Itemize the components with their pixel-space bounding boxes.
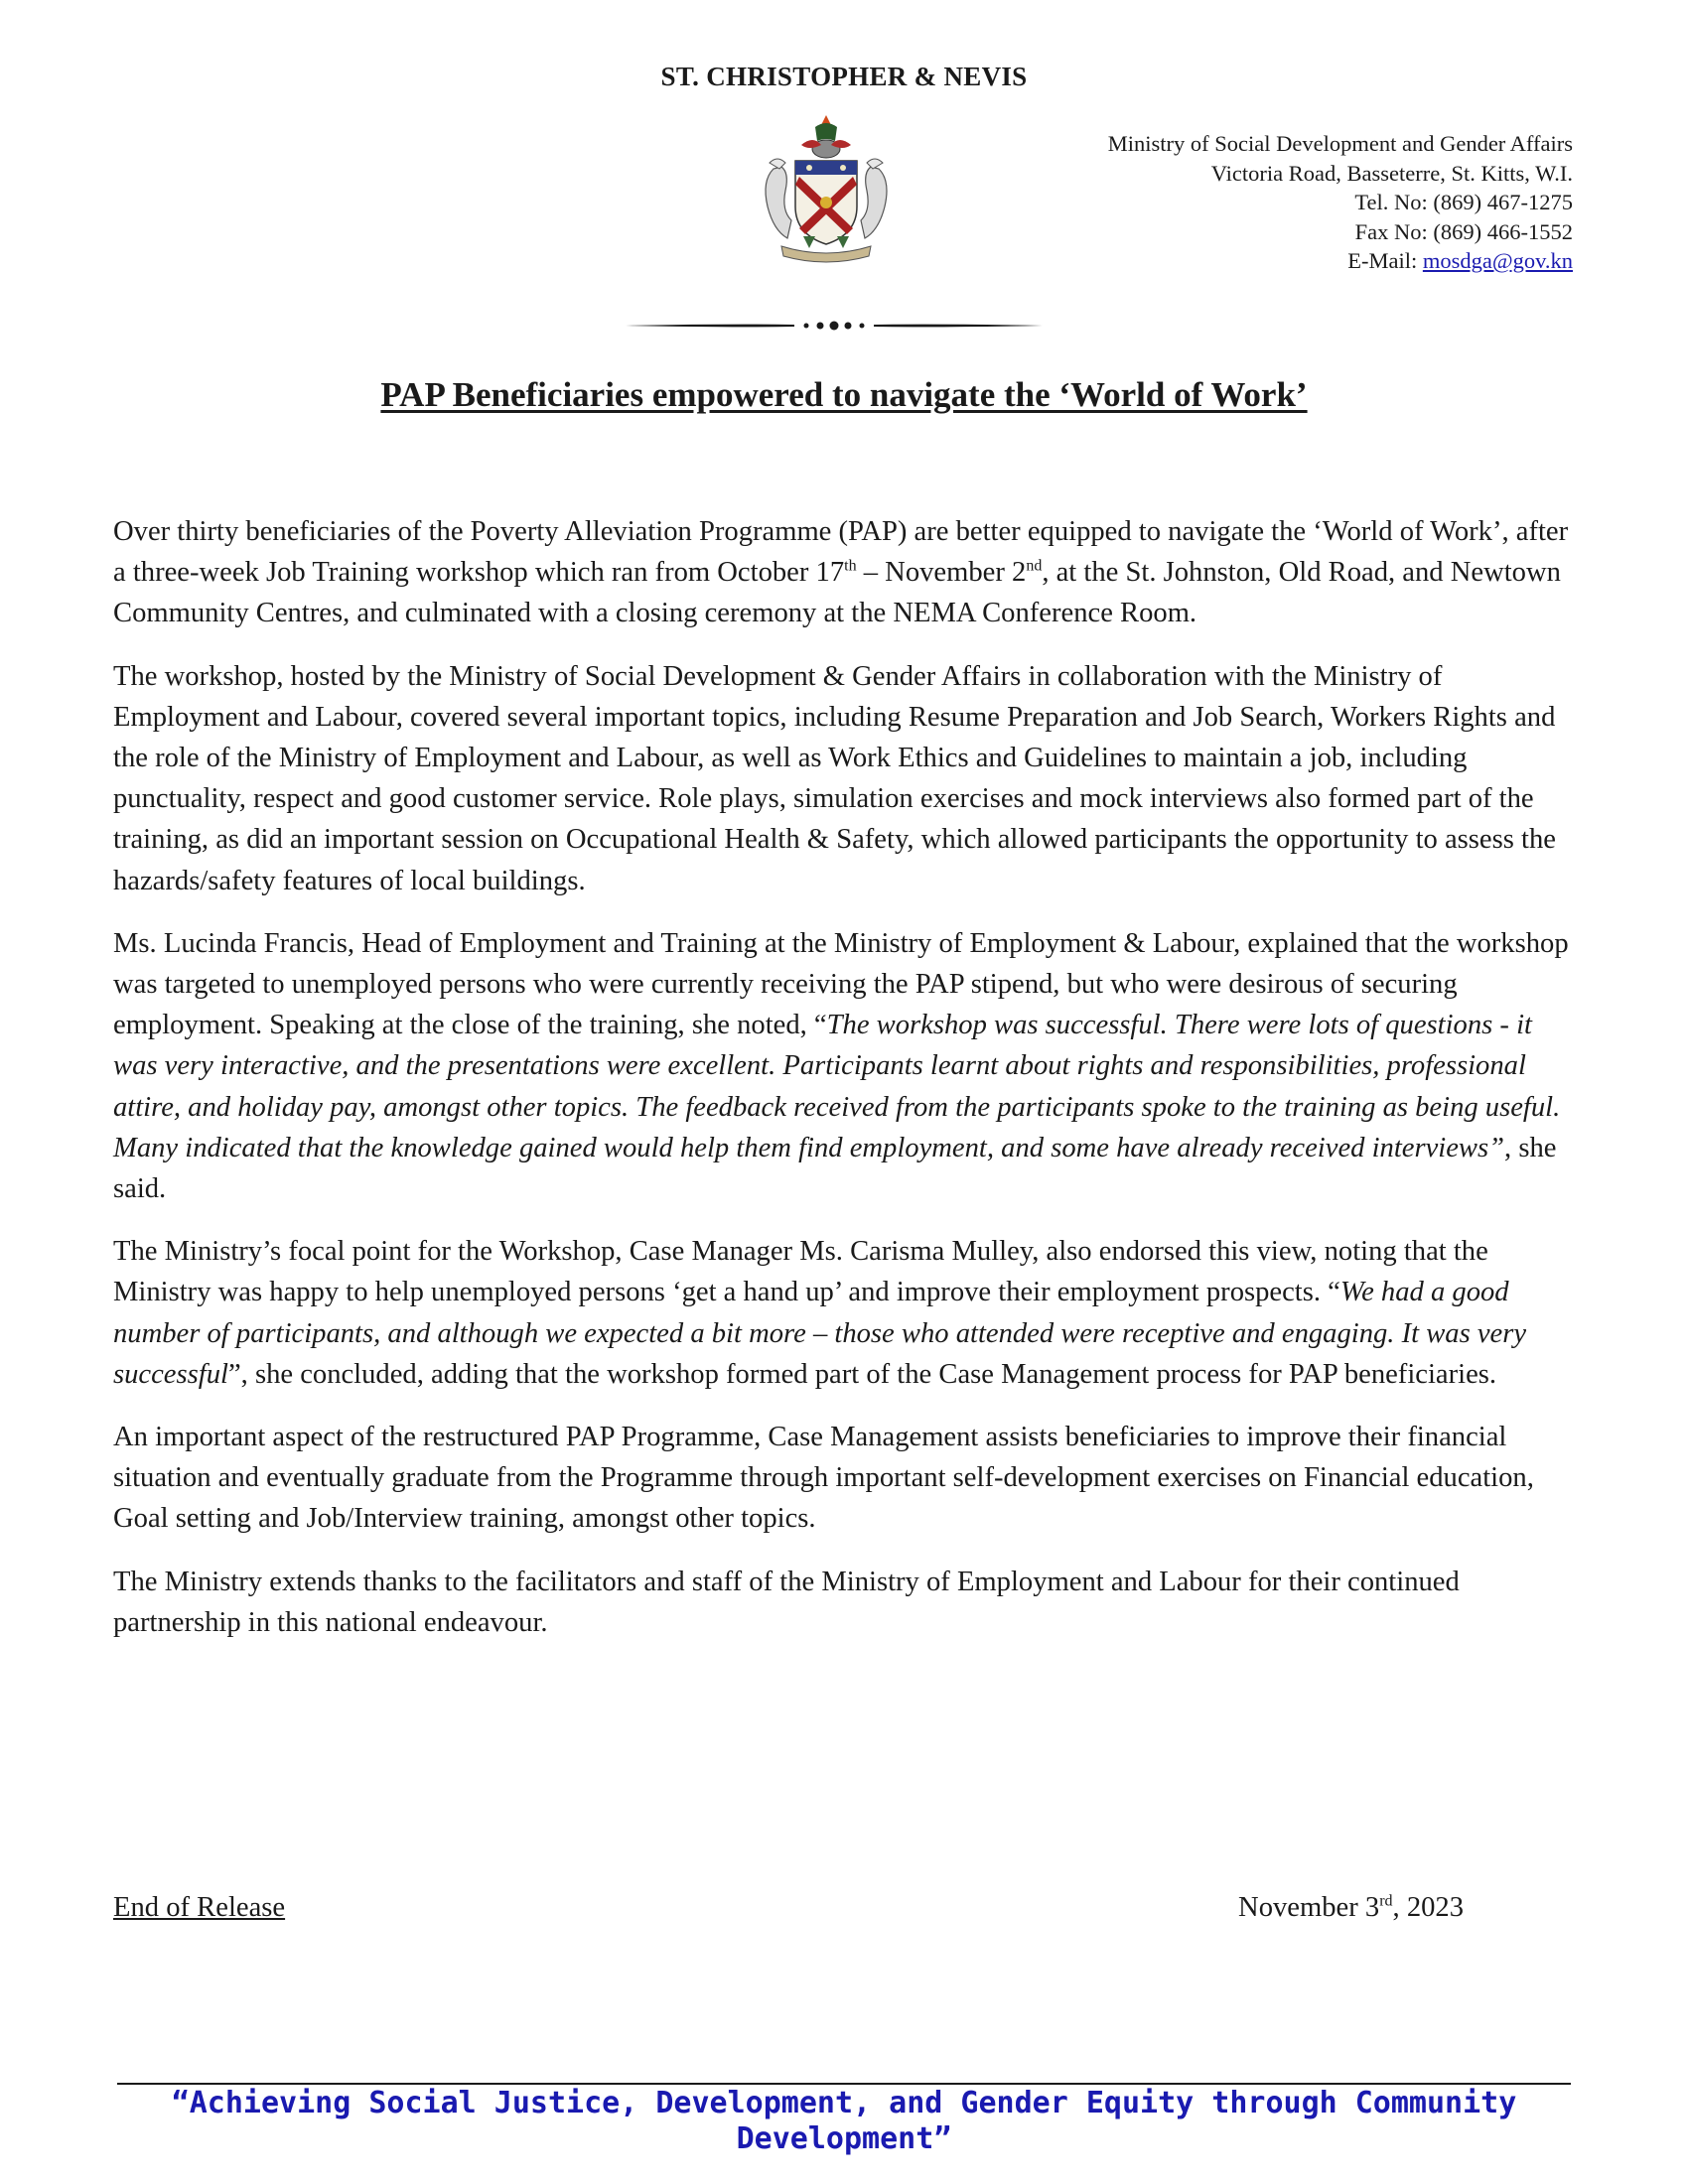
ordinal-suffix: rd bbox=[1379, 1892, 1393, 1910]
paragraph-1-text-a: Over thirty beneficiaries of the Poverty Alleviation Programme (PAP) are better equipped to navigate the ‘World of Work’, after a three-week Job Training workshop which ran from October 17 bbox=[113, 516, 1569, 589]
email-link[interactable]: mosdga@gov.kn bbox=[1422, 248, 1573, 273]
ornamental-divider bbox=[626, 316, 1043, 336]
footer-divider bbox=[117, 2083, 1571, 2085]
paragraph-4-text-a: The Ministry’s focal point for the Workshop, Case Manager Ms. Carisma Mulley, also endorsed this view, noting that the Ministry was happy to help unemployed persons ‘get a hand up’ and improve their employment prospects. “ bbox=[113, 1236, 1488, 1308]
paragraph-4-text-b: ”, she concluded, adding that the workshop formed part of the Case Management process for PAP beneficiaries. bbox=[227, 1358, 1497, 1390]
release-date bbox=[1238, 1892, 1464, 1924]
paragraph-3-text-b: , she said. bbox=[113, 1132, 1557, 1205]
email-label: E-Mail: bbox=[1347, 248, 1423, 273]
paragraph-1 bbox=[113, 511, 1577, 634]
ministry-address-block bbox=[1108, 129, 1573, 276]
release-year: , 2023 bbox=[1392, 1892, 1464, 1923]
paragraph-5: An important aspect of the restructured PAP Programme, Case Management assists beneficiaries to improve their financial situation and eventually graduate from the Programme through important self-development exercises on Financial education, Goal setting and Job/Interview training, amongst other topics. bbox=[113, 1422, 1534, 1535]
press-release-headline: PAP Beneficiaries empowered to navigate the ‘World of Work’ bbox=[380, 375, 1308, 414]
ordinal-suffix: th bbox=[844, 557, 857, 575]
ministry-name: Ministry of Social Development and Gender Affairs bbox=[1107, 131, 1573, 156]
ordinal-suffix: nd bbox=[1026, 557, 1043, 575]
fax-number: Fax No: (869) 466-1552 bbox=[1354, 218, 1573, 244]
paragraph-3 bbox=[113, 923, 1577, 1209]
press-release-body bbox=[113, 511, 1577, 1665]
paragraph-4 bbox=[113, 1231, 1577, 1395]
paragraph-6: The Ministry extends thanks to the facilitators and staff of the Ministry of Employment and Labour for their continued partnership in this national endeavour. bbox=[113, 1566, 1460, 1638]
paragraph-3-text-a: Ms. Lucinda Francis, Head of Employment and Training at the Ministry of Employment & Labour, explained that the workshop was targeted to unemployed persons who were currently receiving the PAP stipend, but who were desirous of securing employment. Speaking at the close of the training, she noted, “ bbox=[113, 927, 1569, 1041]
coat-of-arms-icon bbox=[752, 111, 901, 270]
email-line bbox=[1108, 246, 1573, 276]
telephone-number: Tel. No: (869) 467-1275 bbox=[1354, 190, 1573, 214]
paragraph-1-text-b: – November 2 bbox=[856, 557, 1027, 589]
mulley-quote: We had a good number of participants, and although we expected a bit more – those who attended were receptive and engaging. It was very successful bbox=[113, 1277, 1527, 1390]
country-heading: ST. CHRISTOPHER & NEVIS bbox=[660, 62, 1028, 91]
end-of-release-label: End of Release bbox=[113, 1892, 286, 1923]
release-date-text: November 3 bbox=[1238, 1892, 1380, 1923]
paragraph-2: The workshop, hosted by the Ministry of Social Development & Gender Affairs in collaboration with the Ministry of Employment and Labour, covered several important topics, including Resume Preparation and Job Search, Workers Rights and the role of the Ministry of Employment and Labour, as well as Work Ethics and Guidelines to maintain a job, including punctuality, respect and good customer service. Role plays, simulation exercises and mock interviews also formed part of the training, as did an important session on Occupational Health & Safety, which allowed participants the opportunity to assess the hazards/safety features of local buildings. bbox=[113, 660, 1556, 896]
francis-quote: The workshop was successful. There were lots of questions - it was very interactive, and the presentations were excellent. Participants learnt about rights and responsibilities, professional attire, and holiday pay, amongst other topics. The feedback received from the participants spoke to the training as being useful. Many indicated that the knowledge gained would help them find employment, and some have already received interviews” bbox=[113, 1010, 1561, 1163]
street-address: Victoria Road, Basseterre, St. Kitts, W.I. bbox=[1210, 160, 1573, 186]
ministry-motto: “Achieving Social Justice, Development, and Gender Equity through Community Development” bbox=[171, 2086, 1517, 2156]
paragraph-1-text-c: , at the St. Johnston, Old Road, and Newtown Community Centres, and culminated with a closing ceremony at the NEMA Conference Room. bbox=[113, 557, 1561, 629]
